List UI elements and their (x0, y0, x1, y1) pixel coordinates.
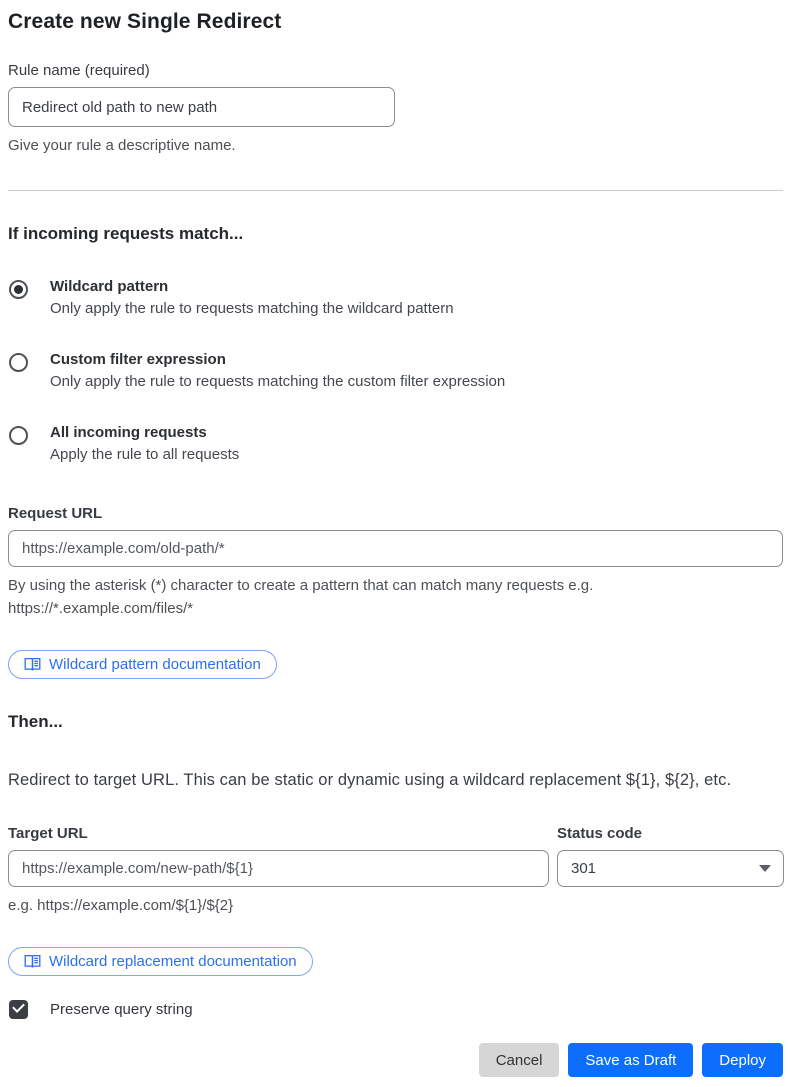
footer-actions (8, 1043, 783, 1077)
radio-option-custom-filter[interactable] (8, 351, 783, 390)
target-url-value: https://example.com/new-path/${1} (22, 860, 253, 877)
rule-name-label: Rule name (required) (8, 62, 150, 79)
radio-button-icon[interactable] (9, 280, 28, 299)
page-title: Create new Single Redirect (8, 10, 282, 33)
wildcard-replacement-doc-button[interactable] (8, 947, 313, 976)
request-url-helper: By using the asterisk (*) character to create a pattern that can match many requests e.g. https://*.example.com/files/* (8, 577, 594, 617)
radio-label: Custom filter expression (50, 351, 226, 368)
section-divider (8, 190, 783, 191)
target-url-label: Target URL (8, 825, 88, 842)
then-intro-text: Redirect to target URL. This can be static or dynamic using a wildcard replacement ${1}, ${2}, etc. (8, 771, 732, 789)
doc-button-label: Wildcard replacement documentation (49, 953, 297, 970)
doc-button-label: Wildcard pattern documentation (49, 656, 261, 673)
preserve-query-label: Preserve query string (50, 1001, 193, 1018)
radio-button-icon[interactable] (9, 426, 28, 445)
wildcard-pattern-doc-button[interactable] (8, 650, 277, 679)
status-code-select[interactable] (557, 850, 784, 887)
book-icon (24, 954, 41, 969)
chevron-down-icon (759, 865, 771, 872)
radio-option-all-requests[interactable] (8, 424, 783, 463)
radio-description: Apply the rule to all requests (50, 446, 240, 463)
rule-name-value: Redirect old path to new path (22, 98, 218, 116)
rule-name-helper: Give your rule a descriptive name. (8, 137, 236, 154)
then-section-heading: Then... (8, 712, 63, 731)
radio-description: Only apply the rule to requests matching the custom filter expression (50, 373, 506, 390)
request-url-input[interactable] (8, 530, 783, 567)
request-url-value: https://example.com/old-path/* (22, 540, 225, 557)
match-section-heading: If incoming requests match... (8, 224, 244, 243)
checkbox-icon[interactable] (9, 1000, 28, 1019)
target-url-input[interactable] (8, 850, 549, 887)
save-as-draft-button[interactable]: Save as Draft (568, 1043, 693, 1077)
target-url-helper: e.g. https://example.com/${1}/${2} (8, 897, 234, 914)
rule-name-input[interactable] (8, 87, 395, 127)
radio-label: All incoming requests (50, 424, 207, 441)
preserve-query-row[interactable] (8, 1000, 783, 1019)
radio-description: Only apply the rule to requests matching the wildcard pattern (50, 300, 454, 317)
radio-label: Wildcard pattern (50, 278, 169, 295)
status-code-label: Status code (557, 825, 643, 842)
deploy-button[interactable]: Deploy (702, 1043, 783, 1077)
status-code-value: 301 (571, 860, 597, 877)
book-icon (24, 657, 41, 672)
radio-option-wildcard-pattern[interactable] (8, 278, 783, 317)
request-url-label: Request URL (8, 505, 103, 522)
cancel-button[interactable]: Cancel (479, 1043, 560, 1077)
radio-button-icon[interactable] (9, 353, 28, 372)
